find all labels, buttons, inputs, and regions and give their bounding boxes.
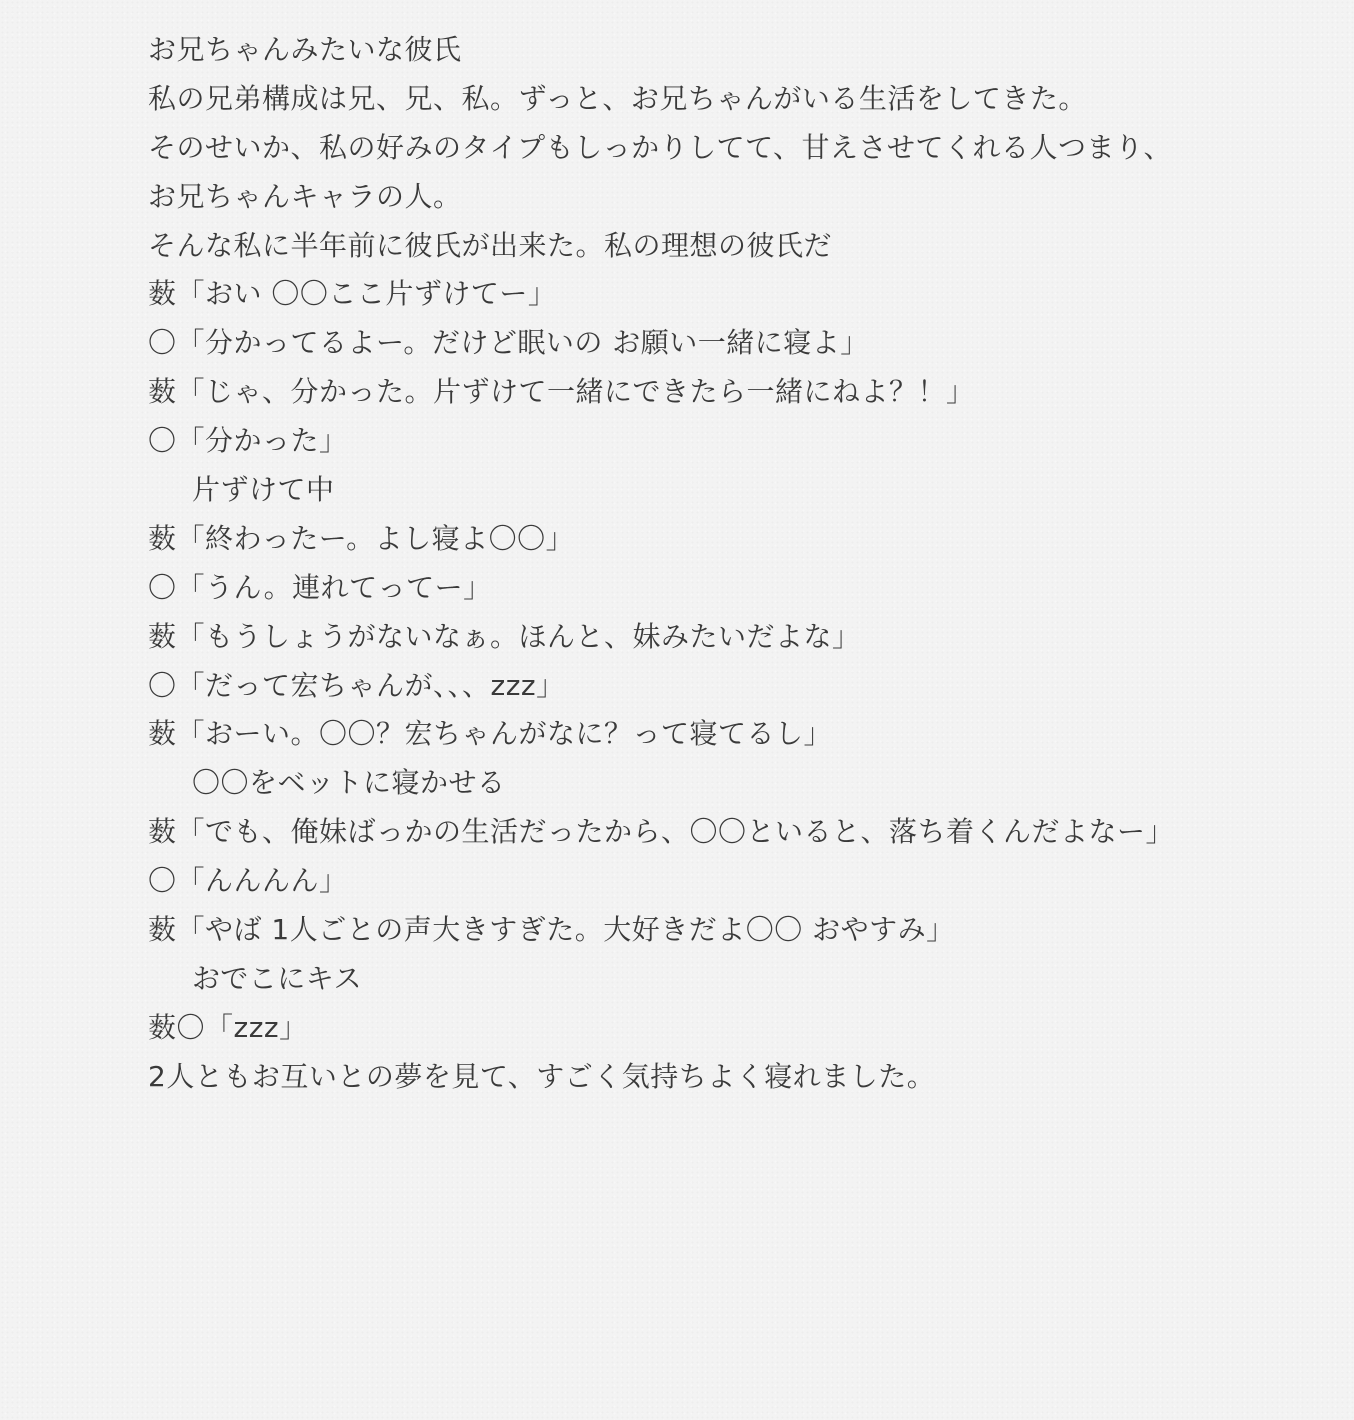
dialogue-line: 〇「んんんん」 — [148, 864, 348, 898]
note-line: お兄ちゃんキャラの人。 — [148, 179, 462, 213]
note-line: そんな私に半年前に彼氏が出来た。私の理想の彼氏だ — [148, 228, 833, 262]
closing-line: 2人ともお互いとの夢を見て、すごく気持ちよく寝れました。 — [148, 1059, 936, 1093]
dialogue-line: 薮「じゃ、分かった。片ずけて一緒にできたら一緒にねよ？！」 — [148, 375, 975, 409]
stage-direction-line: おでこにキス — [192, 961, 363, 995]
dialogue-line: 〇「分かってるよー。だけど眠いの お願い一緒に寝よ」 — [148, 326, 869, 360]
dialogue-line: 薮「おーい。〇〇？宏ちゃんがなに？って寝てるし」 — [148, 717, 833, 751]
dialogue-line: 薮「やば 1人ごとの声大きすぎた。大好きだよ〇〇 おやすみ」 — [148, 913, 955, 947]
stage-direction-line: 片ずけて中 — [192, 473, 335, 507]
dialogue-line: 薮「おい 〇〇ここ片ずけてー」 — [148, 277, 557, 311]
dialogue-line: 薮「終わったー。よし寝よ〇〇」 — [148, 521, 575, 555]
note-line: 私の兄弟構成は兄、兄、私。ずっと、お兄ちゃんがいる生活をしてきた。 — [148, 81, 1087, 115]
note-line-title: お兄ちゃんみたいな彼氏 — [148, 33, 462, 66]
dialogue-line: 薮「もうしょうがないなぁ。ほんと、妹みたいだよな」 — [148, 619, 861, 653]
note-line: そのせいか、私の好みのタイプもしっかりしてて、甘えさせてくれる人つまり、 — [148, 130, 1173, 164]
dialogue-line: 薮「でも、俺妹ばっかの生活だったから、〇〇といると、落ち着くんだよなー」 — [148, 815, 1175, 849]
dialogue-line: 〇「分かった」 — [148, 424, 348, 458]
stage-direction-line: 〇〇をベットに寝かせる — [192, 766, 506, 800]
dialogue-line: 薮〇「zzz」 — [148, 1010, 308, 1044]
dialogue-line: 〇「だって宏ちゃんが、、、zzz」 — [148, 668, 565, 702]
dialogue-line: 〇「うん。連れてってー」 — [148, 570, 492, 604]
note-body[interactable] — [148, 26, 1338, 1102]
